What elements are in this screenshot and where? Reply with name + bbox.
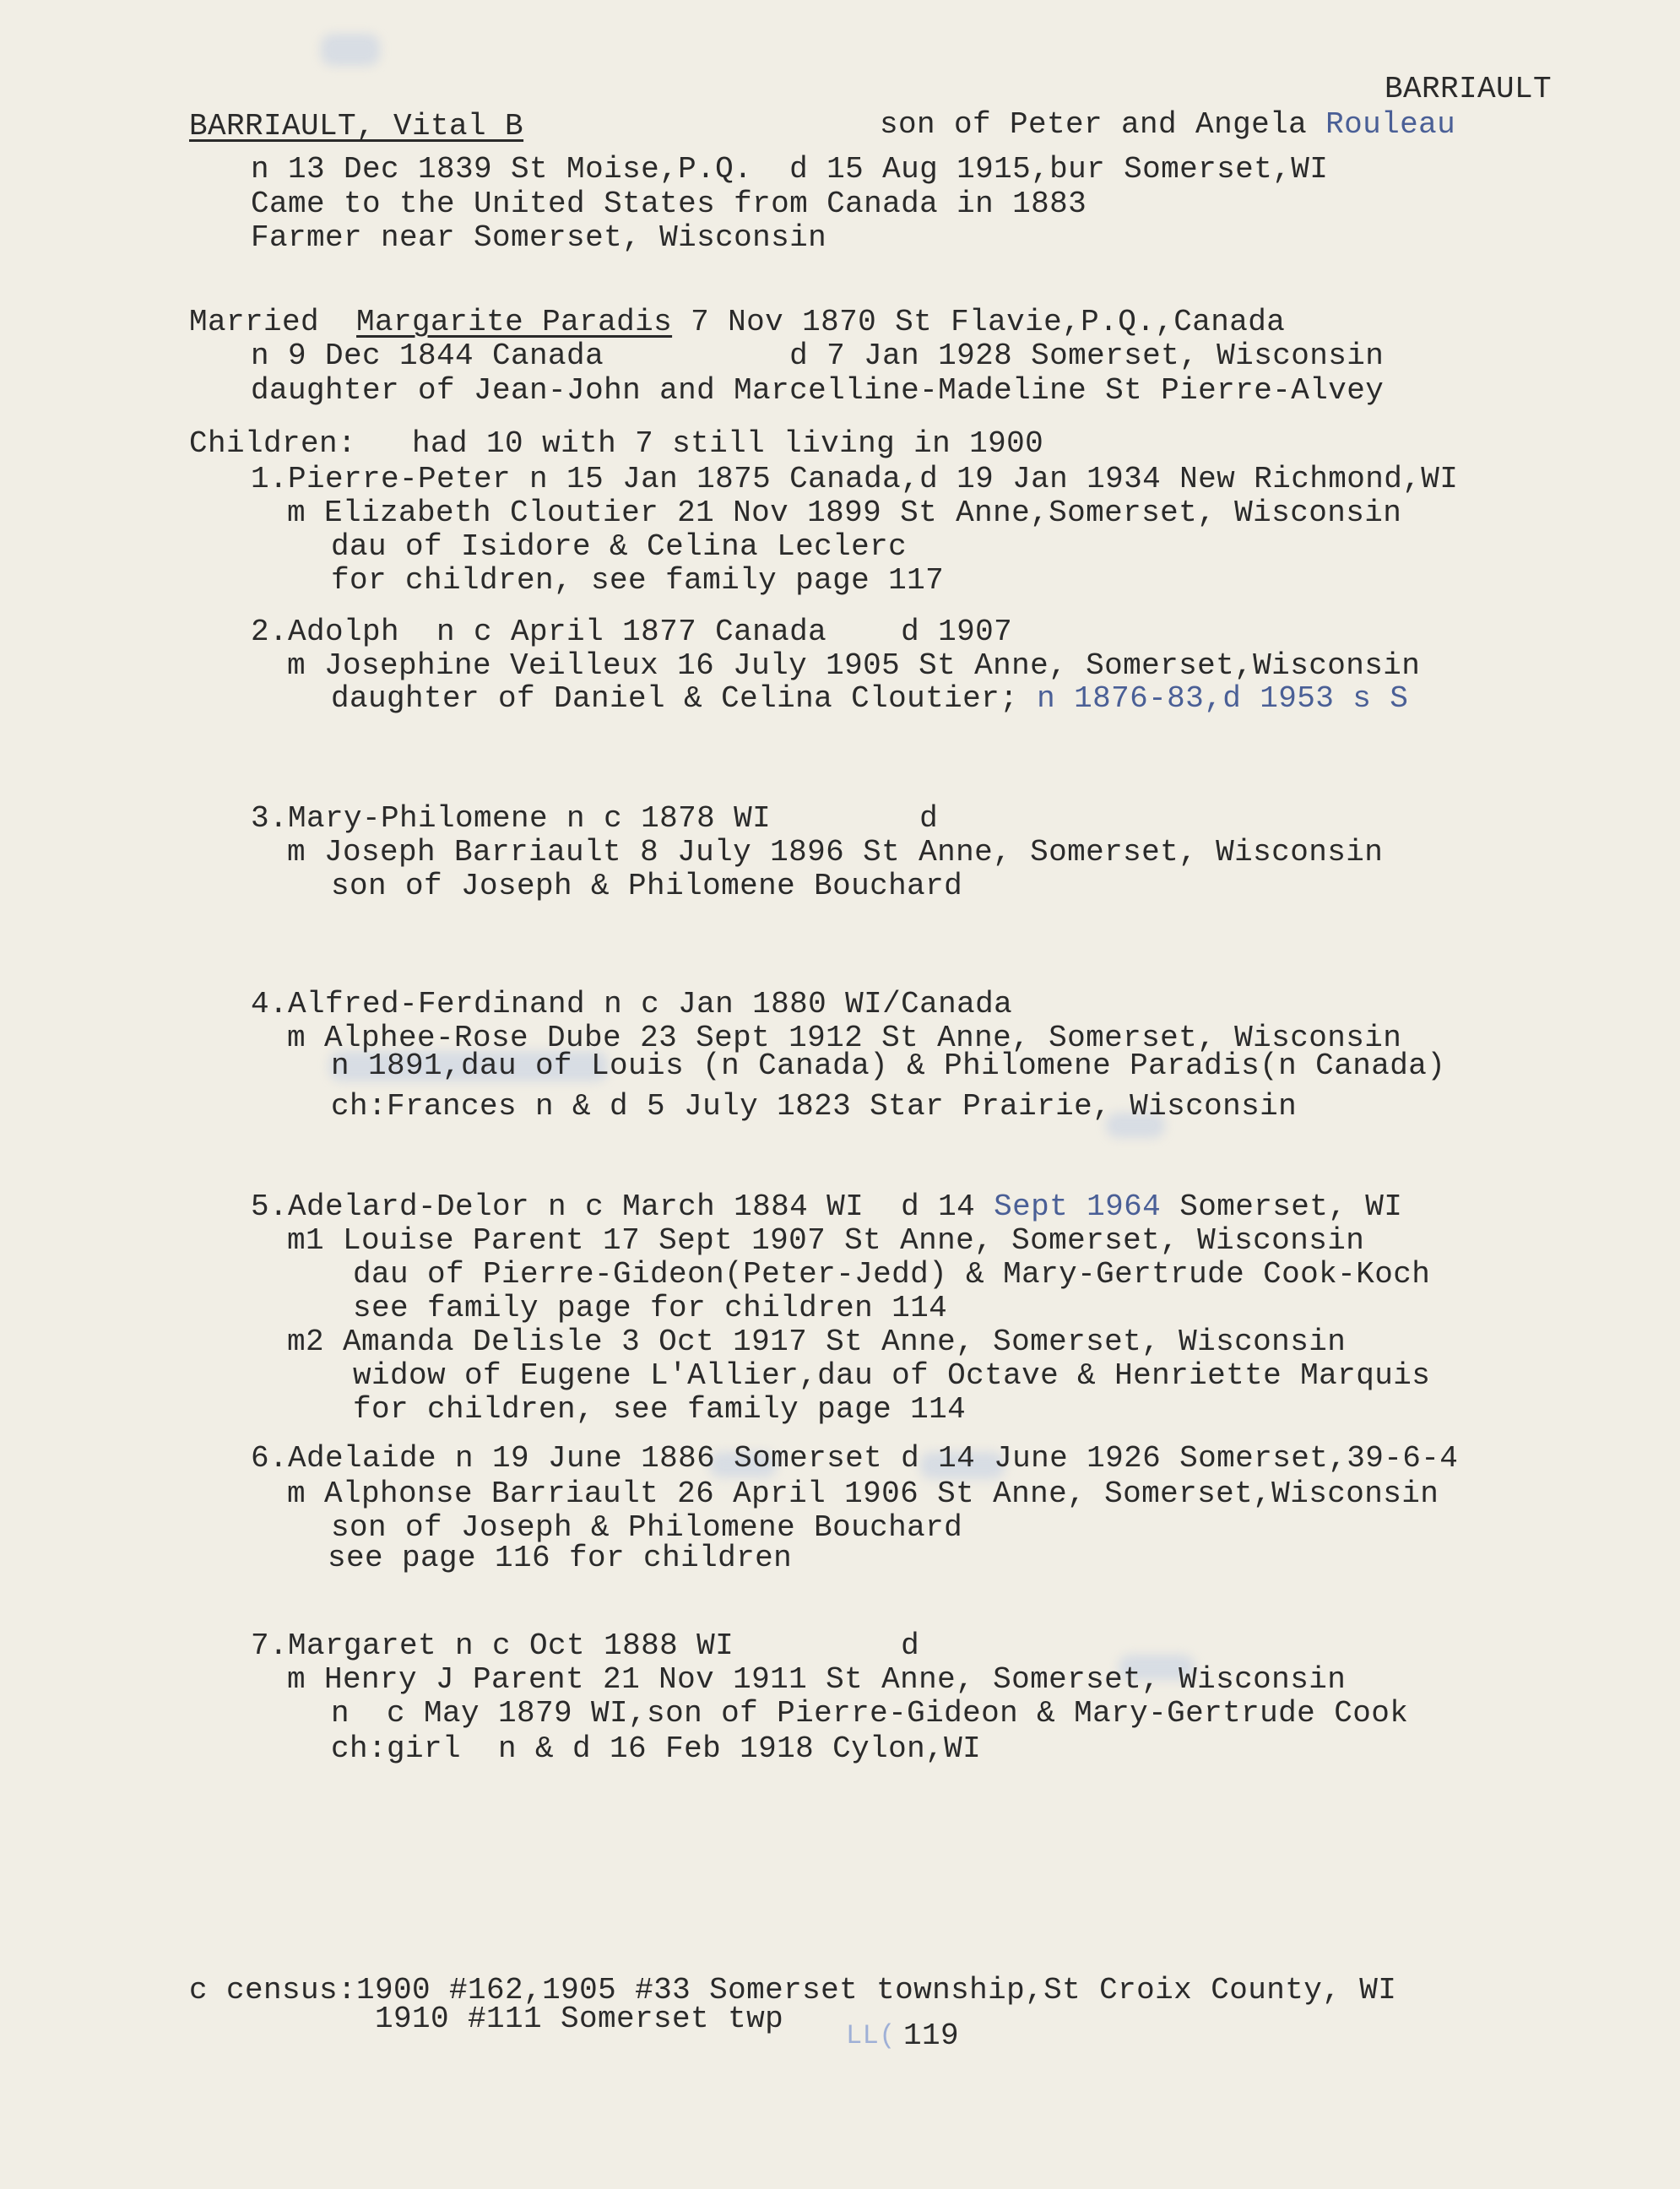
marriage-prefix: Married <box>189 305 320 339</box>
child-5-line-4: see family page for children 114 <box>353 1291 948 1325</box>
subject-birth-death: n 13 Dec 1839 St Moise,P.Q. d 15 Aug 1915,bur Somerset,WI <box>251 152 1329 187</box>
child-7-line-4: ch:girl n & d 16 Feb 1918 Cylon,WI <box>331 1731 982 1766</box>
child-2-parents: daughter of Daniel & Celina Cloutier; <box>331 681 1019 716</box>
child-7-line-1: 7.Margaret n c Oct 1888 WI d <box>251 1628 920 1663</box>
child-3-line-2: m Joseph Barriault 8 July 1896 St Anne, Somerset, Wisconsin <box>287 835 1384 870</box>
child-1-line-2: m Elizabeth Cloutier 21 Nov 1899 St Anne,Somerset, Wisconsin <box>287 496 1402 530</box>
parentage-typed: son of Peter and Angela <box>880 107 1308 142</box>
stamp-mark: LL( <box>846 2020 896 2051</box>
marriage-details: 7 Nov 1870 St Flavie,P.Q.,Canada <box>672 305 1286 339</box>
child-4-line-4: ch:Frances n & d 5 July 1823 Star Prairie, Wisconsin <box>331 1089 1298 1124</box>
spouse-birth-death: n 9 Dec 1844 Canada d 7 Jan 1928 Somerset, Wisconsin <box>251 339 1385 373</box>
child-1-line-1: 1.Pierre-Peter n 15 Jan 1875 Canada,d 19 Jan 1934 New Richmond,WI <box>251 462 1459 496</box>
child-5-line-1 <box>251 1190 1402 1224</box>
child-5-line-5: m2 Amanda Delisle 3 Oct 1917 St Anne, Somerset, Wisconsin <box>287 1325 1347 1359</box>
child-6-line-1: 6.Adelaide n 19 June 1886 Somerset d 14 June 1926 Somerset,39-6-4 <box>251 1441 1459 1476</box>
child-5-line-2: m1 Louise Parent 17 Sept 1907 St Anne, Somerset, Wisconsin <box>287 1223 1365 1258</box>
child-5-line-3: dau of Pierre-Gideon(Peter-Jedd) & Mary-Gertrude Cook-Koch <box>353 1257 1431 1292</box>
child-4-line-1: 4.Alfred-Ferdinand n c Jan 1880 WI/Canada <box>251 987 1013 1021</box>
children-summary: Children: had 10 with 7 still living in 1900 <box>189 426 1044 461</box>
child-2-line-1: 2.Adolph n c April 1877 Canada d 1907 <box>251 615 1013 649</box>
surname-tag: BARRIAULT <box>1385 72 1553 106</box>
child-6-line-3: son of Joseph & Philomene Bouchard <box>331 1510 963 1545</box>
spouse-name: Margarite Paradis <box>356 305 673 339</box>
ink-smudge <box>321 34 380 66</box>
child-2-ink-note: n 1876-83,d 1953 s S <box>1037 681 1409 716</box>
child-3-line-3: son of Joseph & Philomene Bouchard <box>331 869 963 903</box>
subject-parentage <box>880 108 1455 142</box>
child-4-line-3: n 1891,dau of Louis (n Canada) & Philomene Paradis(n Canada) <box>331 1048 1446 1083</box>
child-2-line-3 <box>331 682 1408 716</box>
child-3-line-1: 3.Mary-Philomene n c 1878 WI d <box>251 801 939 836</box>
marriage-line <box>189 306 1285 339</box>
child-4-line-2: m Alphee-Rose Dube 23 Sept 1912 St Anne, Somerset, Wisconsin <box>287 1021 1402 1055</box>
census-line-1: c census:1900 #162,1905 #33 Somerset township,St Croix County, WI <box>189 1973 1397 2007</box>
spouse-parents: daughter of Jean-John and Marcelline-Madeline St Pierre-Alvey <box>251 373 1385 408</box>
subject-occupation: Farmer near Somerset, Wisconsin <box>251 220 827 255</box>
child-5-line-6: widow of Eugene L'Allier,dau of Octave & Henriette Marquis <box>353 1358 1431 1393</box>
child-5-line-7: for children, see family page 114 <box>353 1392 967 1427</box>
child-1-line-3: dau of Isidore & Celina Leclerc <box>331 529 908 564</box>
child-5-ink-date: Sept 1964 <box>975 1189 1162 1224</box>
child-7-line-3: n c May 1879 WI,son of Pierre-Gideon & Mary-Gertrude Cook <box>331 1696 1409 1731</box>
child-5-typed-b: Somerset, WI <box>1161 1189 1403 1224</box>
child-6-line-4: see page 116 for children <box>328 1541 793 1575</box>
child-2-line-2: m Josephine Veilleux 16 July 1905 St Anne, Somerset,Wisconsin <box>287 648 1421 683</box>
child-5-typed-a: 5.Adelard-Delor n c March 1884 WI d 14 <box>251 1189 976 1224</box>
page-number: 119 <box>903 2018 960 2053</box>
subject-emigration: Came to the United States from Canada in 1883 <box>251 187 1087 221</box>
subject-name: BARRIAULT, Vital B <box>189 109 524 144</box>
parentage-ink: Rouleau <box>1325 107 1456 142</box>
census-line-2: 1910 #111 Somerset twp <box>375 2002 784 2036</box>
child-1-line-4: for children, see family page 117 <box>331 563 945 598</box>
child-7-line-2: m Henry J Parent 21 Nov 1911 St Anne, Somerset, Wisconsin <box>287 1662 1347 1697</box>
child-6-line-2: m Alphonse Barriault 26 April 1906 St Anne, Somerset,Wisconsin <box>287 1476 1439 1511</box>
